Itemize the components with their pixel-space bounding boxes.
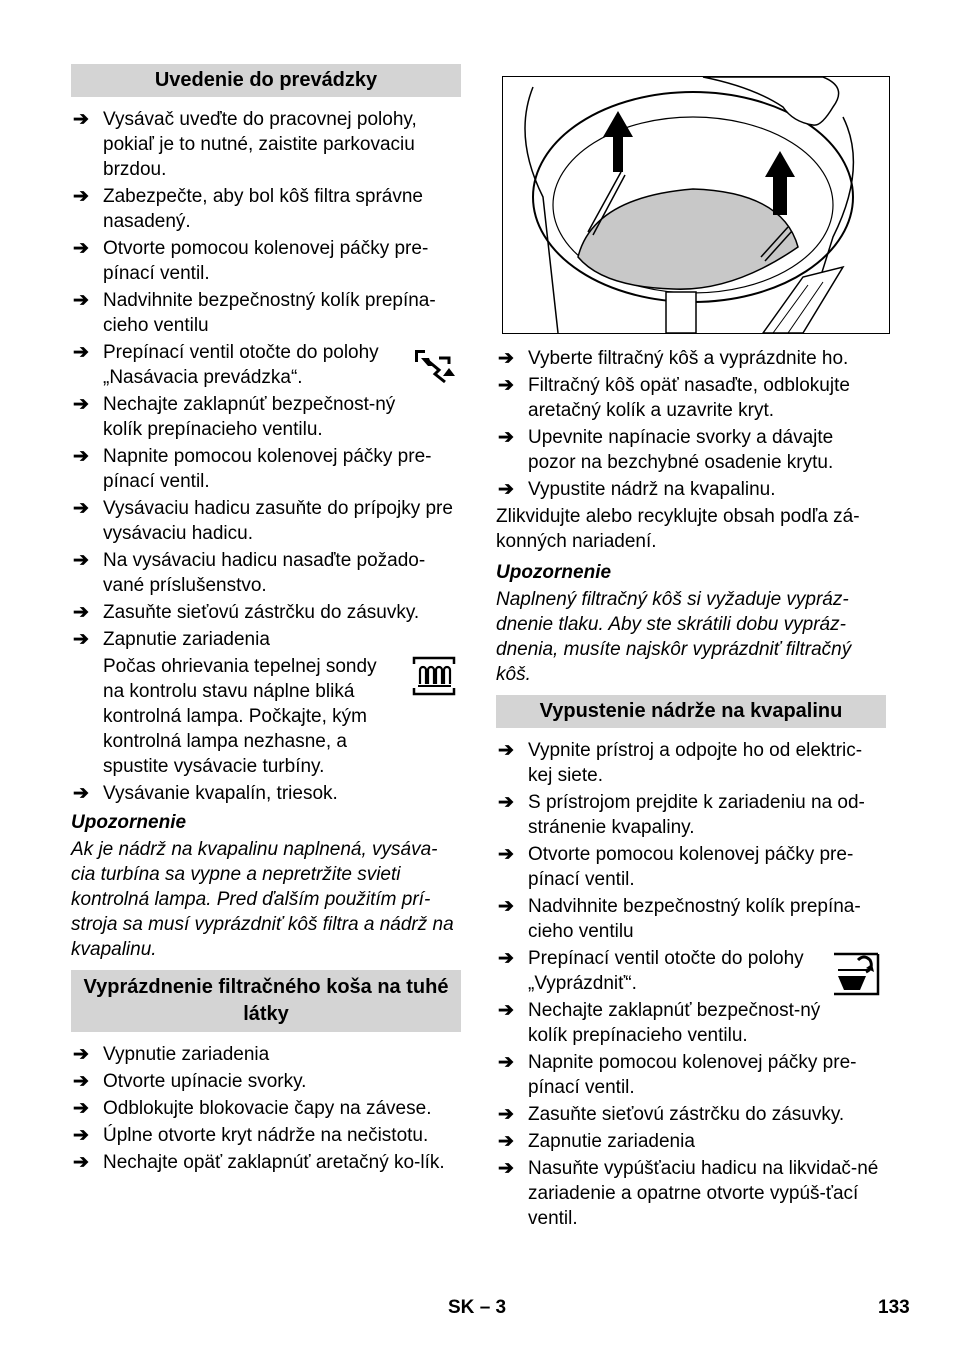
footer-section-number: – 3 [479, 1297, 507, 1318]
note-text: Naplnený filtračný kôš si vyžaduje vypráz-dnenie tlaku. Aby ste skrátili dobu vypráz-dnenia, musíte najskôr vyprázdniť filtračný kôš. [496, 589, 852, 685]
list-item: ➔ Odblokujte blokovacie čapy na závese. [73, 1098, 432, 1119]
arrow-icon: ➔ [73, 446, 89, 467]
suction-mode-icon [413, 346, 457, 397]
arrow-icon: ➔ [498, 1052, 514, 1073]
arrow-icon: ➔ [73, 783, 89, 804]
list-item: ➔ Zasuňte sieťovú zástrčku do zásuvky. [73, 602, 420, 623]
list-item: ➔ Nechajte opäť zaklapnúť aretačný ko-lík. [73, 1152, 445, 1173]
list-item: ➔ Zapnutie zariadenia [73, 629, 270, 650]
arrow-icon: ➔ [73, 498, 89, 519]
arrow-icon: ➔ [498, 948, 514, 969]
arrow-icon: ➔ [498, 427, 514, 448]
filter-basket-illustration [502, 76, 890, 334]
list-item: ➔ Vypnite prístroj a odpojte ho od elektric-kej siete. [498, 740, 863, 786]
empty-filter-steps [71, 1042, 461, 1175]
list-item: ➔ Vyberte filtračný kôš a vyprázdnite ho. [498, 348, 849, 369]
disposal-text: Zlikvidujte alebo recyklujte obsah podľa zá-konných nariadení. [496, 506, 860, 552]
list-item: ➔ S prístrojom prejdite k zariadeniu na od-stránenie kvapaliny. [498, 792, 865, 838]
arrow-icon: ➔ [73, 342, 89, 363]
arrow-icon: ➔ [498, 1158, 514, 1179]
arrow-icon: ➔ [498, 1000, 514, 1021]
heating-note: Počas ohrievania tepelnej sondy na kontrolu stavu náplne bliká kontrolná lampa. Počkajte, kým kontrolná lampa nezhasne, a spustite vysávacie turbíny. [71, 654, 461, 779]
arrow-icon: ➔ [498, 896, 514, 917]
empty-basket-steps [496, 346, 886, 502]
arrow-icon: ➔ [73, 550, 89, 571]
arrow-icon: ➔ [498, 844, 514, 865]
section-heading-empty-filter: Vyprázdnenie filtračného koša na tuhé látky [71, 970, 461, 1032]
list-item: ➔ Vysávač uveďte do pracovnej polohy, pokiaľ je to nutné, zaistite parkovaciu brzdou. [73, 109, 417, 180]
arrow-icon: ➔ [498, 1131, 514, 1152]
arrow-icon: ➔ [73, 109, 89, 130]
section-heading-drain-tank: Vypustenie nádrže na kvapalinu [496, 695, 886, 728]
arrow-icon: ➔ [498, 1104, 514, 1125]
arrow-icon: ➔ [73, 1125, 89, 1146]
heater-icon [411, 656, 457, 703]
list-item: ➔ Napnite pomocou kolenovej páčky pre-pínací ventil. [498, 1052, 857, 1098]
list-item: ➔ Nechajte zaklapnúť bezpečnost-ný kolík prepínacieho ventilu. [498, 1000, 821, 1046]
list-item: ➔ Zasuňte sieťovú zástrčku do zásuvky. [498, 1104, 845, 1125]
list-item: ➔ Filtračný kôš opäť nasaďte, odblokujte aretačný kolík a uzavrite kryt. [498, 375, 850, 421]
arrow-icon: ➔ [73, 1098, 89, 1119]
note-heading: Upozornenie [71, 812, 187, 833]
arrow-icon: ➔ [73, 394, 89, 415]
arrow-icon: ➔ [73, 1152, 89, 1173]
vacuum-step [71, 781, 461, 806]
list-item: ➔ Upevnite napínacie svorky a dávajte pozor na bezchybné osadenie krytu. [498, 427, 834, 473]
footer-language: SK – 3 [448, 1297, 507, 1318]
commissioning-steps [71, 107, 461, 652]
left-column [71, 64, 461, 1177]
list-item: ➔ Nadvihnite bezpečnostný kolík prepína-cieho ventilu [498, 896, 861, 942]
list-item: ➔ Nechajte zaklapnúť bezpečnost-ný kolík prepínacieho ventilu. [73, 394, 396, 440]
list-item: ➔ Otvorte upínacie svorky. [73, 1071, 307, 1092]
list-item: ➔ Nadvihnite bezpečnostný kolík prepína-cieho ventilu [73, 290, 436, 336]
arrow-icon: ➔ [73, 238, 89, 259]
arrow-icon: ➔ [73, 186, 89, 207]
right-column [496, 64, 886, 1233]
drain-icon [830, 950, 882, 1005]
arrow-icon: ➔ [73, 1044, 89, 1065]
list-item: ➔ Prepínací ventil otočte do polohy „Vyprázdniť“. [496, 946, 886, 996]
note-heading: Upozornenie [496, 562, 612, 583]
arrow-icon: ➔ [498, 792, 514, 813]
list-item: ➔ Napnite pomocou kolenovej páčky pre-pínací ventil. [73, 446, 432, 492]
arrow-icon: ➔ [73, 602, 89, 623]
list-item: ➔ Otvorte pomocou kolenovej páčky pre-pínací ventil. [73, 238, 429, 284]
list-item: ➔ Prepínací ventil otočte do polohy „Nasávacia prevádzka“. [71, 340, 461, 390]
list-item: ➔ Vysávaciu hadicu zasuňte do prípojky pre vysávaciu hadicu. [73, 498, 453, 544]
arrow-icon: ➔ [73, 290, 89, 311]
arrow-icon: ➔ [498, 375, 514, 396]
list-item: ➔ Nasuňte vypúšťaciu hadicu na likvidač-né zariadenie a opatrne otvorte vypúš-ťací ventil. [498, 1158, 879, 1229]
section-heading-commissioning: Uvedenie do prevádzky [71, 64, 461, 97]
list-item: ➔ Vypnutie zariadenia [73, 1044, 270, 1065]
list-item: ➔ Vypustite nádrž na kvapalinu. [498, 479, 776, 500]
arrow-icon: ➔ [73, 629, 89, 650]
list-item: ➔ Otvorte pomocou kolenovej páčky pre-pínací ventil. [498, 844, 854, 890]
arrow-icon: ➔ [498, 740, 514, 761]
arrow-icon: ➔ [498, 348, 514, 369]
list-item: ➔ Vysávanie kvapalín, triesok. [73, 783, 338, 804]
list-item: ➔ Na vysávaciu hadicu nasaďte požado-vané príslušenstvo. [73, 550, 426, 596]
list-item: ➔ Úplne otvorte kryt nádrže na nečistotu. [73, 1125, 429, 1146]
page-number: 133 [878, 1297, 910, 1318]
list-item: ➔ Zapnutie zariadenia [498, 1131, 695, 1152]
drain-tank-steps [496, 738, 886, 1231]
note-text: Ak je nádrž na kvapalinu naplnená, vysáva-cia turbína sa vypne a nepretržite svieti kontrolná lampa. Pred ďalším použitím prí-stroja sa musí vyprázdniť kôš filtra a nádrž na kvapalinu. [71, 839, 454, 960]
arrow-icon: ➔ [498, 479, 514, 500]
list-item: ➔ Zabezpečte, aby bol kôš filtra správne nasadený. [73, 186, 424, 232]
arrow-icon: ➔ [73, 1071, 89, 1092]
